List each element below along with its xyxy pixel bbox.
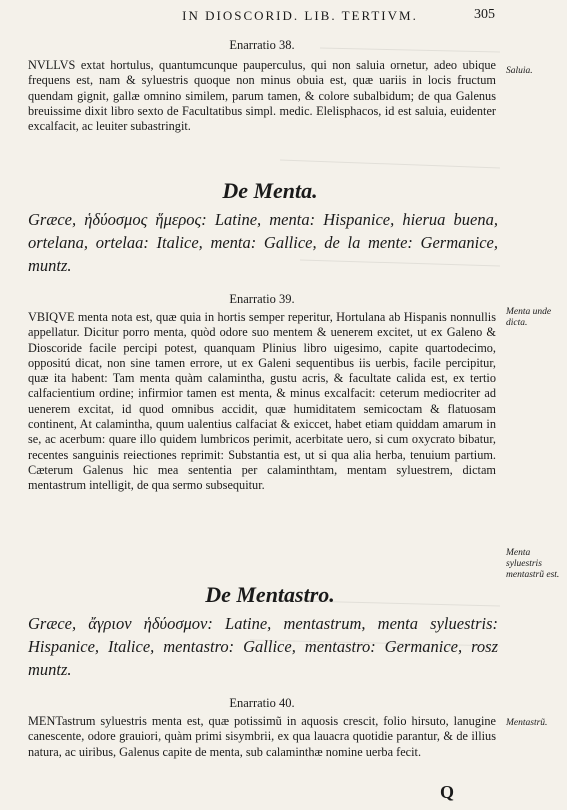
- section-title: De Mentastro.: [205, 582, 335, 607]
- page-number: 305: [474, 7, 495, 22]
- plant-names: Græce, ἄγριον ἡδύοσμον: Latine, mentastrum, menta syluestris: Hispanice, Italice, mentastro: Gallice, mentastro: Germanice, rosz muntz.: [28, 614, 498, 679]
- body-paragraph: VBIQVE menta nota est, quæ quia in hortis semper reperitur, Hortulana ab Hispanis nonnullis appellatur. Dicitur porro menta, quòd odore suo mentem & uenerem excitet, ut ex Galeno & Dioscoride facile percipi potest, quanquam Plinius libro uigesimo, capite quartodecimo, oppositú dicat, non sine tamen errore, ut ex Galeni sequentibus iis uerbis, facile percipitur, quæ ita habent: Tam menta quàm calamintha, gustu acris, & facultate calida est, ex tertio calfacientium ordine; infirmior tamen est menta, & minus excalfacit: ceterum mediocriter ad uenerem excitat, id quod omnibus accidit, quæ humiditatem semicoctam & flatuosam continent, At calamintha, quum ualentius calfaciat & exiccet, habet etiam quiddam amarum in se, ac acerbum: quare illo quidem lumbricos perimit, acerbitate uero, si cum oxycrato bibatur, recentes sanguinis reiectiones reprimit: Substantia est, ut si qua alia herba, tenuium partium. Cæterum Galenus hic mea sententia per calaminthtam, mentam syluestrem, dictam mentastrum intelligit, de qua sermo subsequitur.: [28, 310, 496, 493]
- margin-note: Menta syluestris mentastrũ est.: [506, 548, 560, 580]
- enarratio-heading: Enarratio 38.: [229, 38, 295, 52]
- body-paragraph: MENTastrum syluestris menta est, quæ potissimũ in aquosis crescit, folio hirsuto, lanugine canescente, odore grauiori, quàm primi sisymbrii, ex qua lauacra quotidie parantur, & de illius natura, ac uiribus, Galenus capite de menta, sub calaminthæ nomine uerba fecit.: [28, 714, 496, 759]
- margin-note: Mentastrũ.: [506, 718, 548, 728]
- margin-note: Menta unde dicta.: [506, 307, 552, 328]
- section-title: De Menta.: [222, 178, 318, 203]
- plant-names: Græce, ἡδύοσμος ἥμερος: Latine, menta: Hispanice, hierua buena, ortelana, ortelaa: Italice, menta: Gallice, de la mente: Germanice, muntz.: [28, 210, 498, 275]
- body-paragraph: NVLLVS extat hortulus, quantumcunque pauperculus, qui non saluia ornetur, adeo ubique frequens est, nam & syluestris quoque non minus obuia est, quæ uariis in locis fructum quendam gignit, gallæ omnino similem, parum tamen, & colore subalbidum; de qua Galenus breuissime dixit libro sexto de Facultatibus simpl. medic. Elelisphacos, id est saluia, euidenter excalfacit, ac leuiter subastringit.: [28, 58, 496, 134]
- margin-note: Saluia.: [506, 66, 533, 76]
- enarratio-heading: Enarratio 39.: [229, 292, 295, 306]
- signature-mark: Q: [440, 782, 455, 802]
- enarratio-heading: Enarratio 40.: [229, 696, 295, 710]
- running-title: IN DIOSCORID. LIB. TERTIVM.: [182, 8, 418, 23]
